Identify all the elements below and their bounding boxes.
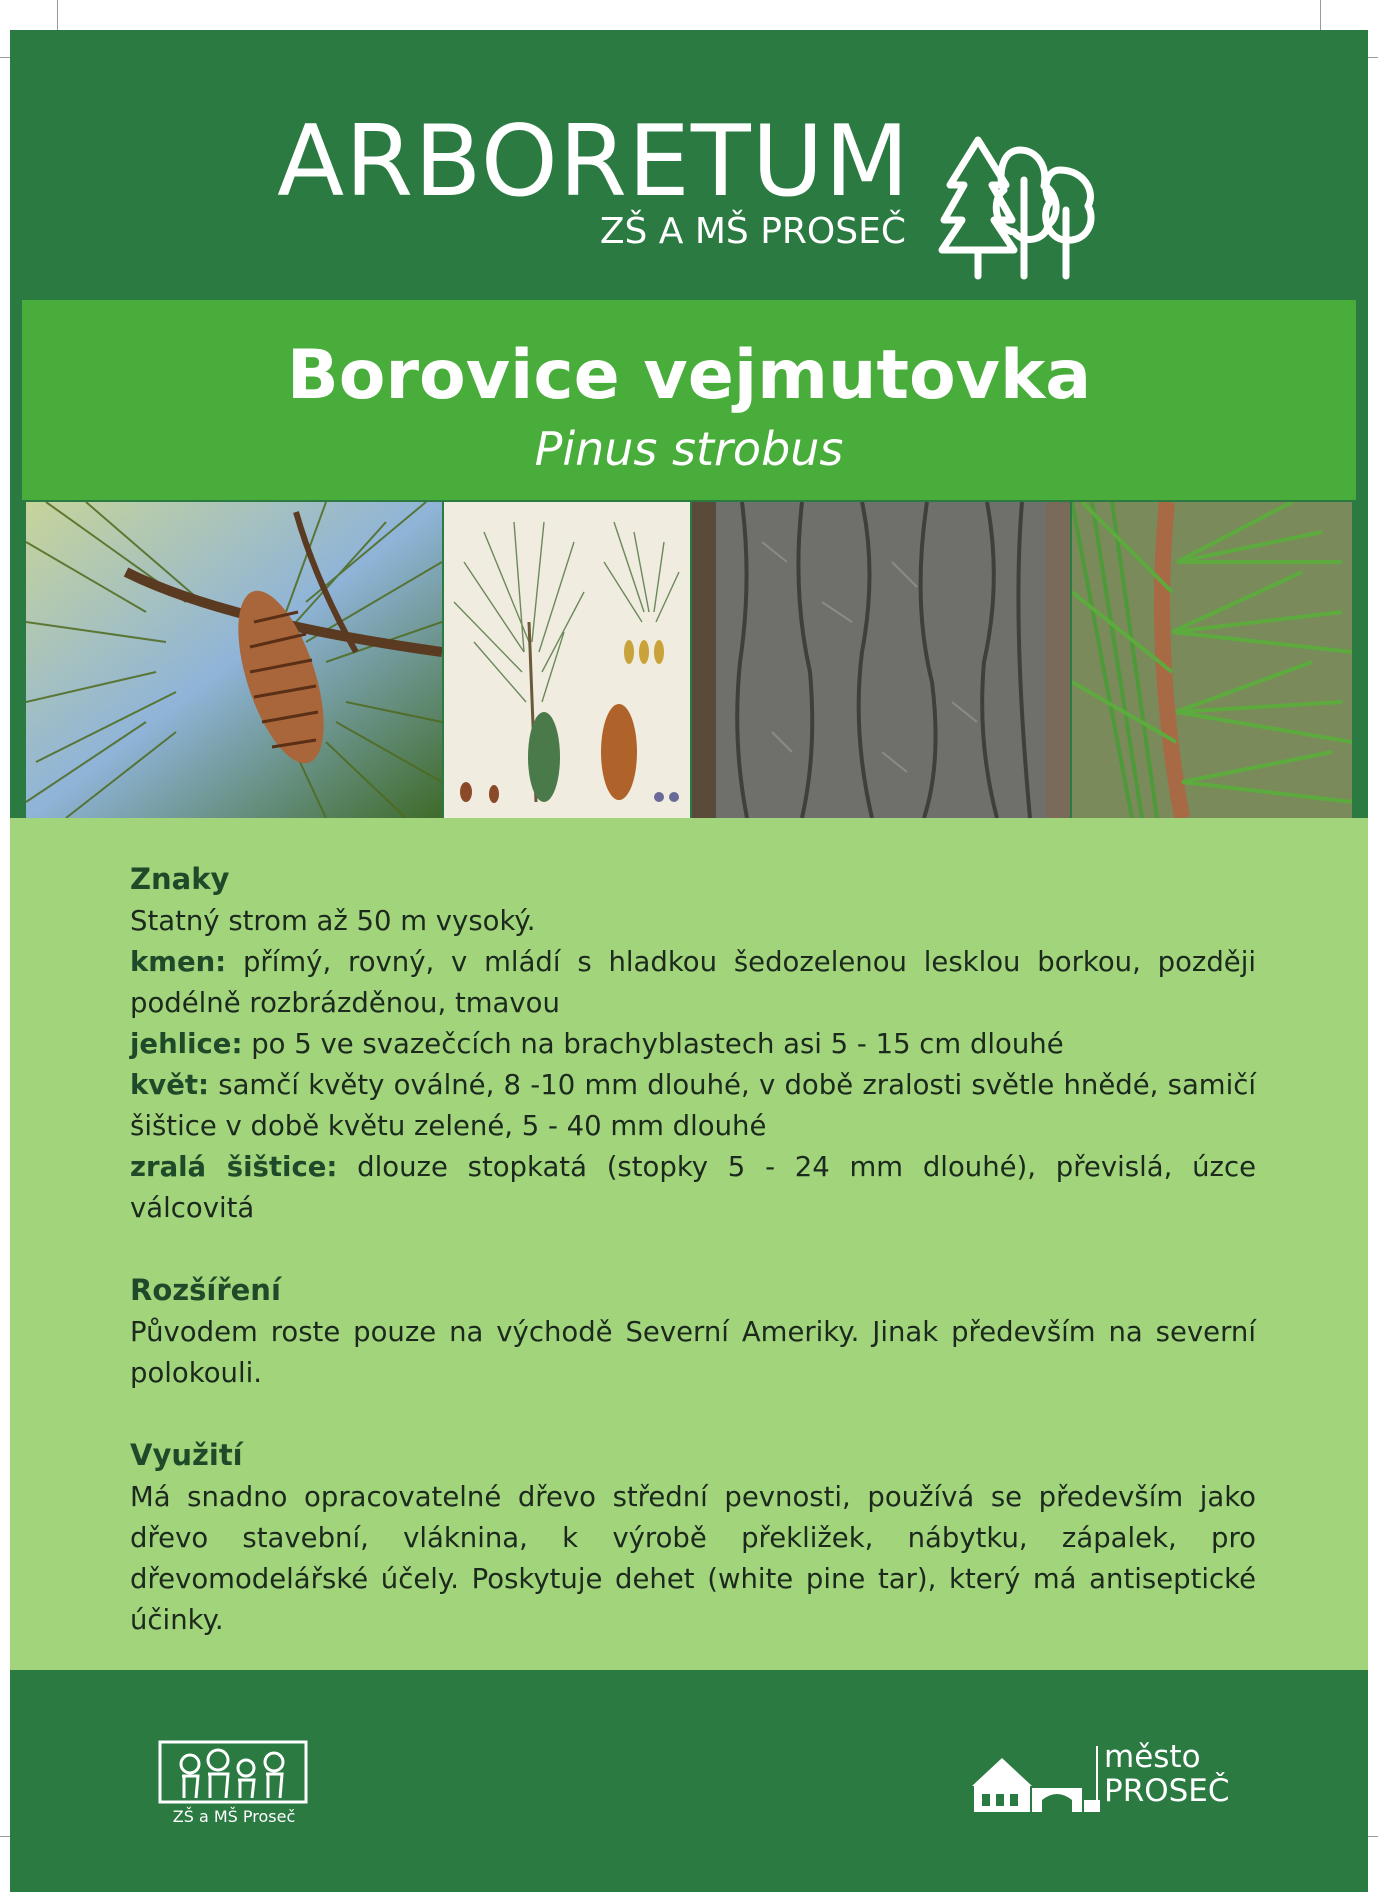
bark-photo — [692, 502, 1070, 818]
section-heading: Znaky — [130, 862, 230, 896]
info-board — [10, 30, 1368, 1892]
trait-text: samčí květy oválné, 8 -10 mm dlouhé, v době zralosti světle hnědé, samičí šištice v době květu zelené, 5 - 40 mm dlouhé — [130, 1069, 1256, 1142]
trait-label: květ: — [130, 1069, 210, 1101]
town-name-top: město — [1104, 1739, 1201, 1775]
section-vyuziti — [130, 1434, 1256, 1641]
needles-photo — [1072, 502, 1352, 818]
trait-label: zralá šištice: — [130, 1151, 338, 1183]
pine-cone-photo — [26, 502, 442, 818]
school-caption: ZŠ a MŠ Proseč — [172, 1807, 296, 1826]
header — [10, 30, 1368, 298]
species-latin-name: Pinus strobus — [534, 422, 844, 476]
photo-strip — [26, 502, 1352, 818]
brand-title: ARBORETUM — [277, 105, 910, 219]
section-text: Původem roste pouze na východě Severní Ameriky. Jinak především na severní polokouli. — [130, 1316, 1256, 1389]
town-name-bottom: PROSEČ — [1104, 1773, 1230, 1809]
trees-icon — [938, 110, 1098, 280]
intro-text: Statný strom až 50 m vysoký. — [130, 905, 536, 937]
trait-sistice — [130, 1147, 1256, 1229]
section-heading: Rozšíření — [130, 1273, 281, 1307]
section-text: Má snadno opracovatelné dřevo střední pevnosti, používá se především jako dřevo stavební, vláknina, k výrobě překližek, nábytku, zápalek, pro dřevomodelářské účely. Poskytuje dehet (white pine tar), který má antiseptické účinky. — [130, 1481, 1256, 1636]
brand-subtitle: ZŠ A MŠ PROSEČ — [599, 211, 906, 252]
section-rozsireni — [130, 1269, 1256, 1394]
footer — [10, 1670, 1368, 1892]
town-divider — [1096, 1746, 1098, 1810]
trait-text: po 5 ve svazečcích na brachyblastech asi 5 - 15 cm dlouhé — [242, 1028, 1064, 1060]
species-band — [22, 300, 1356, 500]
species-name: Borovice vejmutovka — [286, 336, 1092, 415]
trait-label: kmen: — [130, 946, 227, 978]
description-panel — [10, 818, 1368, 1670]
town-house-icon — [962, 1748, 1102, 1818]
section-heading: Využití — [130, 1438, 243, 1472]
trait-kvet — [130, 1065, 1256, 1147]
section-znaky — [130, 858, 1256, 1229]
trait-text: přímý, rovný, v mládí s hladkou šedozelenou lesklou borkou, později podélně rozbrázděnou, tmavou — [130, 946, 1256, 1019]
trait-label: jehlice: — [130, 1028, 243, 1060]
trait-jehlice — [130, 1024, 1256, 1065]
trait-text: dlouze stopkatá (stopky 5 - 24 mm dlouhé), převislá, úzce válcovitá — [130, 1151, 1256, 1224]
trait-kmen — [130, 942, 1256, 1024]
botanical-illustration — [444, 502, 690, 818]
